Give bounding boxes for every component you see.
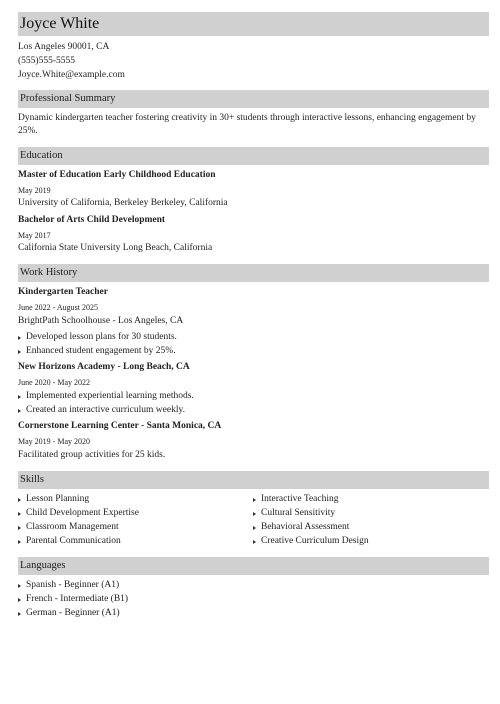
skill-item: Child Development Expertise — [26, 508, 139, 518]
job-title: Kindergarten Teacher — [18, 287, 108, 297]
contact-email: Joyce.White@example.com — [18, 70, 125, 80]
job-description: Facilitated group activities for 25 kids. — [18, 450, 166, 460]
education-date: May 2017 — [18, 231, 51, 240]
job-dates: June 2022 - August 2025 — [18, 303, 98, 312]
education-school: California State University Long Beach, California — [18, 243, 213, 253]
skill-item: Interactive Teaching — [261, 494, 339, 504]
skill-item: Cultural Sensitivity — [261, 508, 336, 518]
job-bullet: Developed lesson plans for 30 students. — [26, 332, 177, 342]
candidate-name: Joyce White — [18, 12, 489, 36]
job-title: New Horizons Academy - Long Beach, CA — [18, 362, 190, 372]
skill-item: Creative Curriculum Design — [261, 536, 369, 546]
section-header-languages: Languages — [18, 557, 489, 575]
job-bullet: Implemented experiential learning methods. — [26, 391, 194, 401]
job-bullet: Created an interactive curriculum weekly. — [26, 405, 185, 415]
contact-address: Los Angeles 90001, CA — [18, 42, 110, 52]
skill-item: Lesson Planning — [26, 494, 90, 504]
language-item: German - Beginner (A1) — [26, 608, 120, 618]
skill-item: Behavioral Assessment — [261, 522, 350, 532]
job-company: BrightPath Schoolhouse - Los Angeles, CA — [18, 316, 184, 326]
job-dates: June 2020 - May 2022 — [18, 378, 90, 387]
section-header-education: Education — [18, 147, 489, 165]
skill-item: Parental Communication — [26, 536, 121, 546]
job-dates: May 2019 - May 2020 — [18, 437, 90, 446]
education-degree: Master of Education Early Childhood Education — [18, 170, 216, 180]
skill-item: Classroom Management — [26, 522, 119, 532]
education-date: May 2019 — [18, 186, 51, 195]
job-title: Cornerstone Learning Center - Santa Monica, CA — [18, 421, 222, 431]
job-bullet: Enhanced student engagement by 25%. — [26, 346, 176, 356]
education-school: University of California, Berkeley Berkeley, California — [18, 198, 228, 208]
section-header-skills: Skills — [18, 471, 489, 489]
section-header-work-history: Work History — [18, 264, 489, 282]
education-degree: Bachelor of Arts Child Development — [18, 215, 166, 225]
language-item: French - Intermediate (B1) — [26, 594, 129, 604]
contact-phone: (555)555-5555 — [18, 56, 75, 66]
summary-text: Dynamic kindergarten teacher fostering creativity in 30+ students through interactive lessons, enhancing engagement by 25%. — [18, 113, 476, 136]
section-header-summary: Professional Summary — [18, 90, 489, 108]
language-item: Spanish - Beginner (A1) — [26, 580, 120, 590]
